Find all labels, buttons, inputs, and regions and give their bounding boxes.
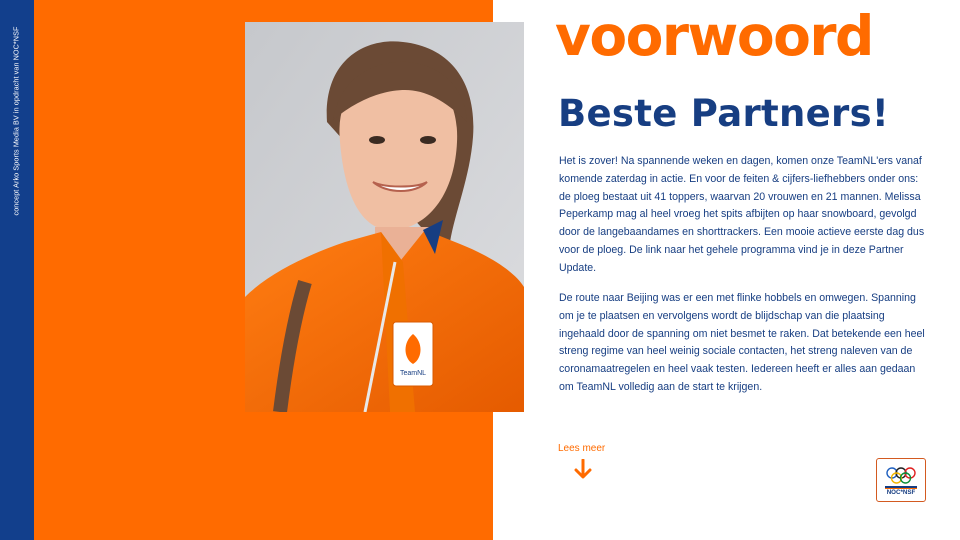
read-more-link[interactable]: Lees meer [558, 443, 606, 454]
badge-label: NOC*NSF [886, 489, 916, 496]
headline: Beste Partners! [558, 92, 890, 135]
paragraph-2: De route naar Beijing was er een met flinke hobbels en omwegen. Spanning om je te plaatsen en vervolgens wordt de blijdschap van die plaatsing ingehaald door de spanning om niet besmet te raken. Dat betekende een heel streng regime van heel weinig sociale contacten, het streng naleven van de coronamaatregelen en heel vaak testen. Iedereen heeft er alles aan gedaan om TeamNL volledig aan de start te krijgen. [559, 292, 925, 393]
sidebar [0, 0, 34, 540]
section-title: voorwoord [555, 4, 873, 68]
credit-text: concept Arko Sports Media BV in opdracht van NOC*NSF [11, 26, 21, 216]
noc-nsf-badge [876, 458, 926, 502]
portrait-photo [245, 22, 524, 412]
paragraph-1: Het is zover! Na spannende weken en dagen, komen onze TeamNL'ers vanaf komende zaterdag in actie. En voor de feiten & cijfers-liefhebbers onder ons: de ploeg bestaat uit 41 toppers, waarvan 20 vrouwen en 21 mannen. Melissa Peperkamp mag al heel vroeg het spits afbijten op haar snowboard, gevolgd door de langebaandames en shorttrackers. Een mooie actieve eerste dag dus voor de ploeg. De link naar het gehele programma vind je in deze Partner Update. [559, 155, 925, 274]
arrow-down-icon[interactable] [574, 459, 592, 481]
jacket-logo-text: TeamNL [399, 370, 427, 377]
